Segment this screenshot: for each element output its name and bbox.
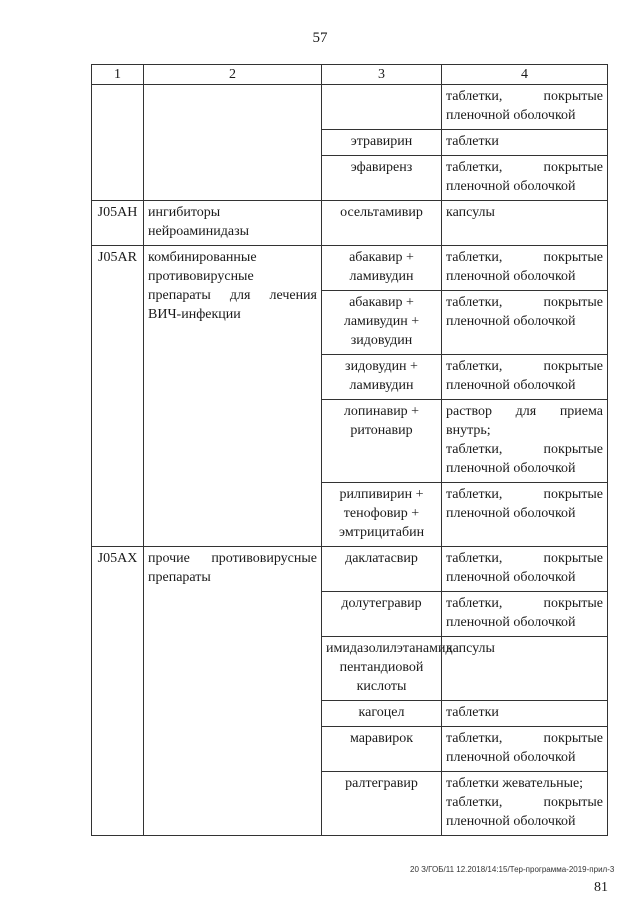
drug-name-cell: этравирин	[322, 130, 442, 156]
table-row	[92, 246, 608, 291]
dosage-form-cell: таблетки, покрытые пленочной оболочкой	[442, 592, 608, 637]
drug-name-cell: даклатасвир	[322, 547, 442, 592]
dosage-form-cell: таблетки, покрытые пленочной оболочкой	[442, 156, 608, 201]
atc-code-cell: J05AH	[92, 201, 144, 246]
atc-code-cell	[92, 85, 144, 201]
dosage-form-line: таблетки, покрытые пленочной оболочкой	[446, 442, 603, 476]
dosage-form-cell	[442, 400, 608, 483]
dosage-form-cell: таблетки, покрытые пленочной оболочкой	[442, 727, 608, 772]
dosage-form-line: раствор для приема внутрь;	[446, 404, 603, 438]
group-name-cell: комбинированные противовирусные препараты для лечения ВИЧ-инфекции	[144, 246, 322, 547]
group-name-cell: ингибиторы нейроаминидазы	[144, 201, 322, 246]
column-header: 1	[92, 65, 144, 85]
drug-name-cell: лопинавир + ритонавир	[322, 400, 442, 483]
atc-code-cell: J05AR	[92, 246, 144, 547]
dosage-form-cell: капсулы	[442, 201, 608, 246]
column-header: 4	[442, 65, 608, 85]
drug-name-cell: осельтамивир	[322, 201, 442, 246]
dosage-form-cell: таблетки, покрытые пленочной оболочкой	[442, 85, 608, 130]
dosage-form-line: таблетки, покрытые пленочной оболочкой	[446, 795, 603, 829]
drug-name-cell: рилпивирин + тенофовир + эмтрицитабин	[322, 483, 442, 547]
drug-name-cell: имидазолилэтанамид пентандиовой кислоты	[322, 637, 442, 701]
column-header: 2	[144, 65, 322, 85]
dosage-form-cell: таблетки, покрытые пленочной оболочкой	[442, 355, 608, 400]
dosage-form-cell: таблетки	[442, 701, 608, 727]
dosage-form-cell: таблетки, покрытые пленочной оболочкой	[442, 547, 608, 592]
drug-table	[91, 64, 608, 836]
dosage-form-line: таблетки жевательные;	[446, 776, 584, 791]
table-header-row	[92, 65, 608, 85]
column-header: 3	[322, 65, 442, 85]
drug-name-cell: маравирок	[322, 727, 442, 772]
dosage-form-cell: капсулы	[442, 637, 608, 701]
atc-code-cell: J05AX	[92, 547, 144, 836]
page-number: 57	[312, 30, 328, 46]
dosage-form-cell: таблетки	[442, 130, 608, 156]
drug-name-cell: долутегравир	[322, 592, 442, 637]
table-row	[92, 85, 608, 130]
dosage-form-cell: таблетки, покрытые пленочной оболочкой	[442, 483, 608, 547]
drug-name-cell	[322, 85, 442, 130]
drug-name-cell: зидовудин + ламивудин	[322, 355, 442, 400]
drug-name-cell: кагоцел	[322, 701, 442, 727]
drug-name-cell: ралтегравир	[322, 772, 442, 836]
table-row	[92, 201, 608, 246]
dosage-form-cell	[442, 772, 608, 836]
dosage-form-cell: таблетки, покрытые пленочной оболочкой	[442, 246, 608, 291]
drug-name-cell: абакавир + ламивудин + зидовудин	[322, 291, 442, 355]
group-name-cell	[144, 85, 322, 201]
table-row	[92, 547, 608, 592]
footer-page-number: 81	[594, 880, 608, 895]
footer-file-reference: 20 З/ГОБ/11 12.2018/14:15/Тер-программа-2019-прил-3	[410, 865, 615, 874]
drug-name-cell: абакавир + ламивудин	[322, 246, 442, 291]
group-name-cell: прочие противовирусные препараты	[144, 547, 322, 836]
drug-name-cell: эфавиренз	[322, 156, 442, 201]
dosage-form-cell: таблетки, покрытые пленочной оболочкой	[442, 291, 608, 355]
